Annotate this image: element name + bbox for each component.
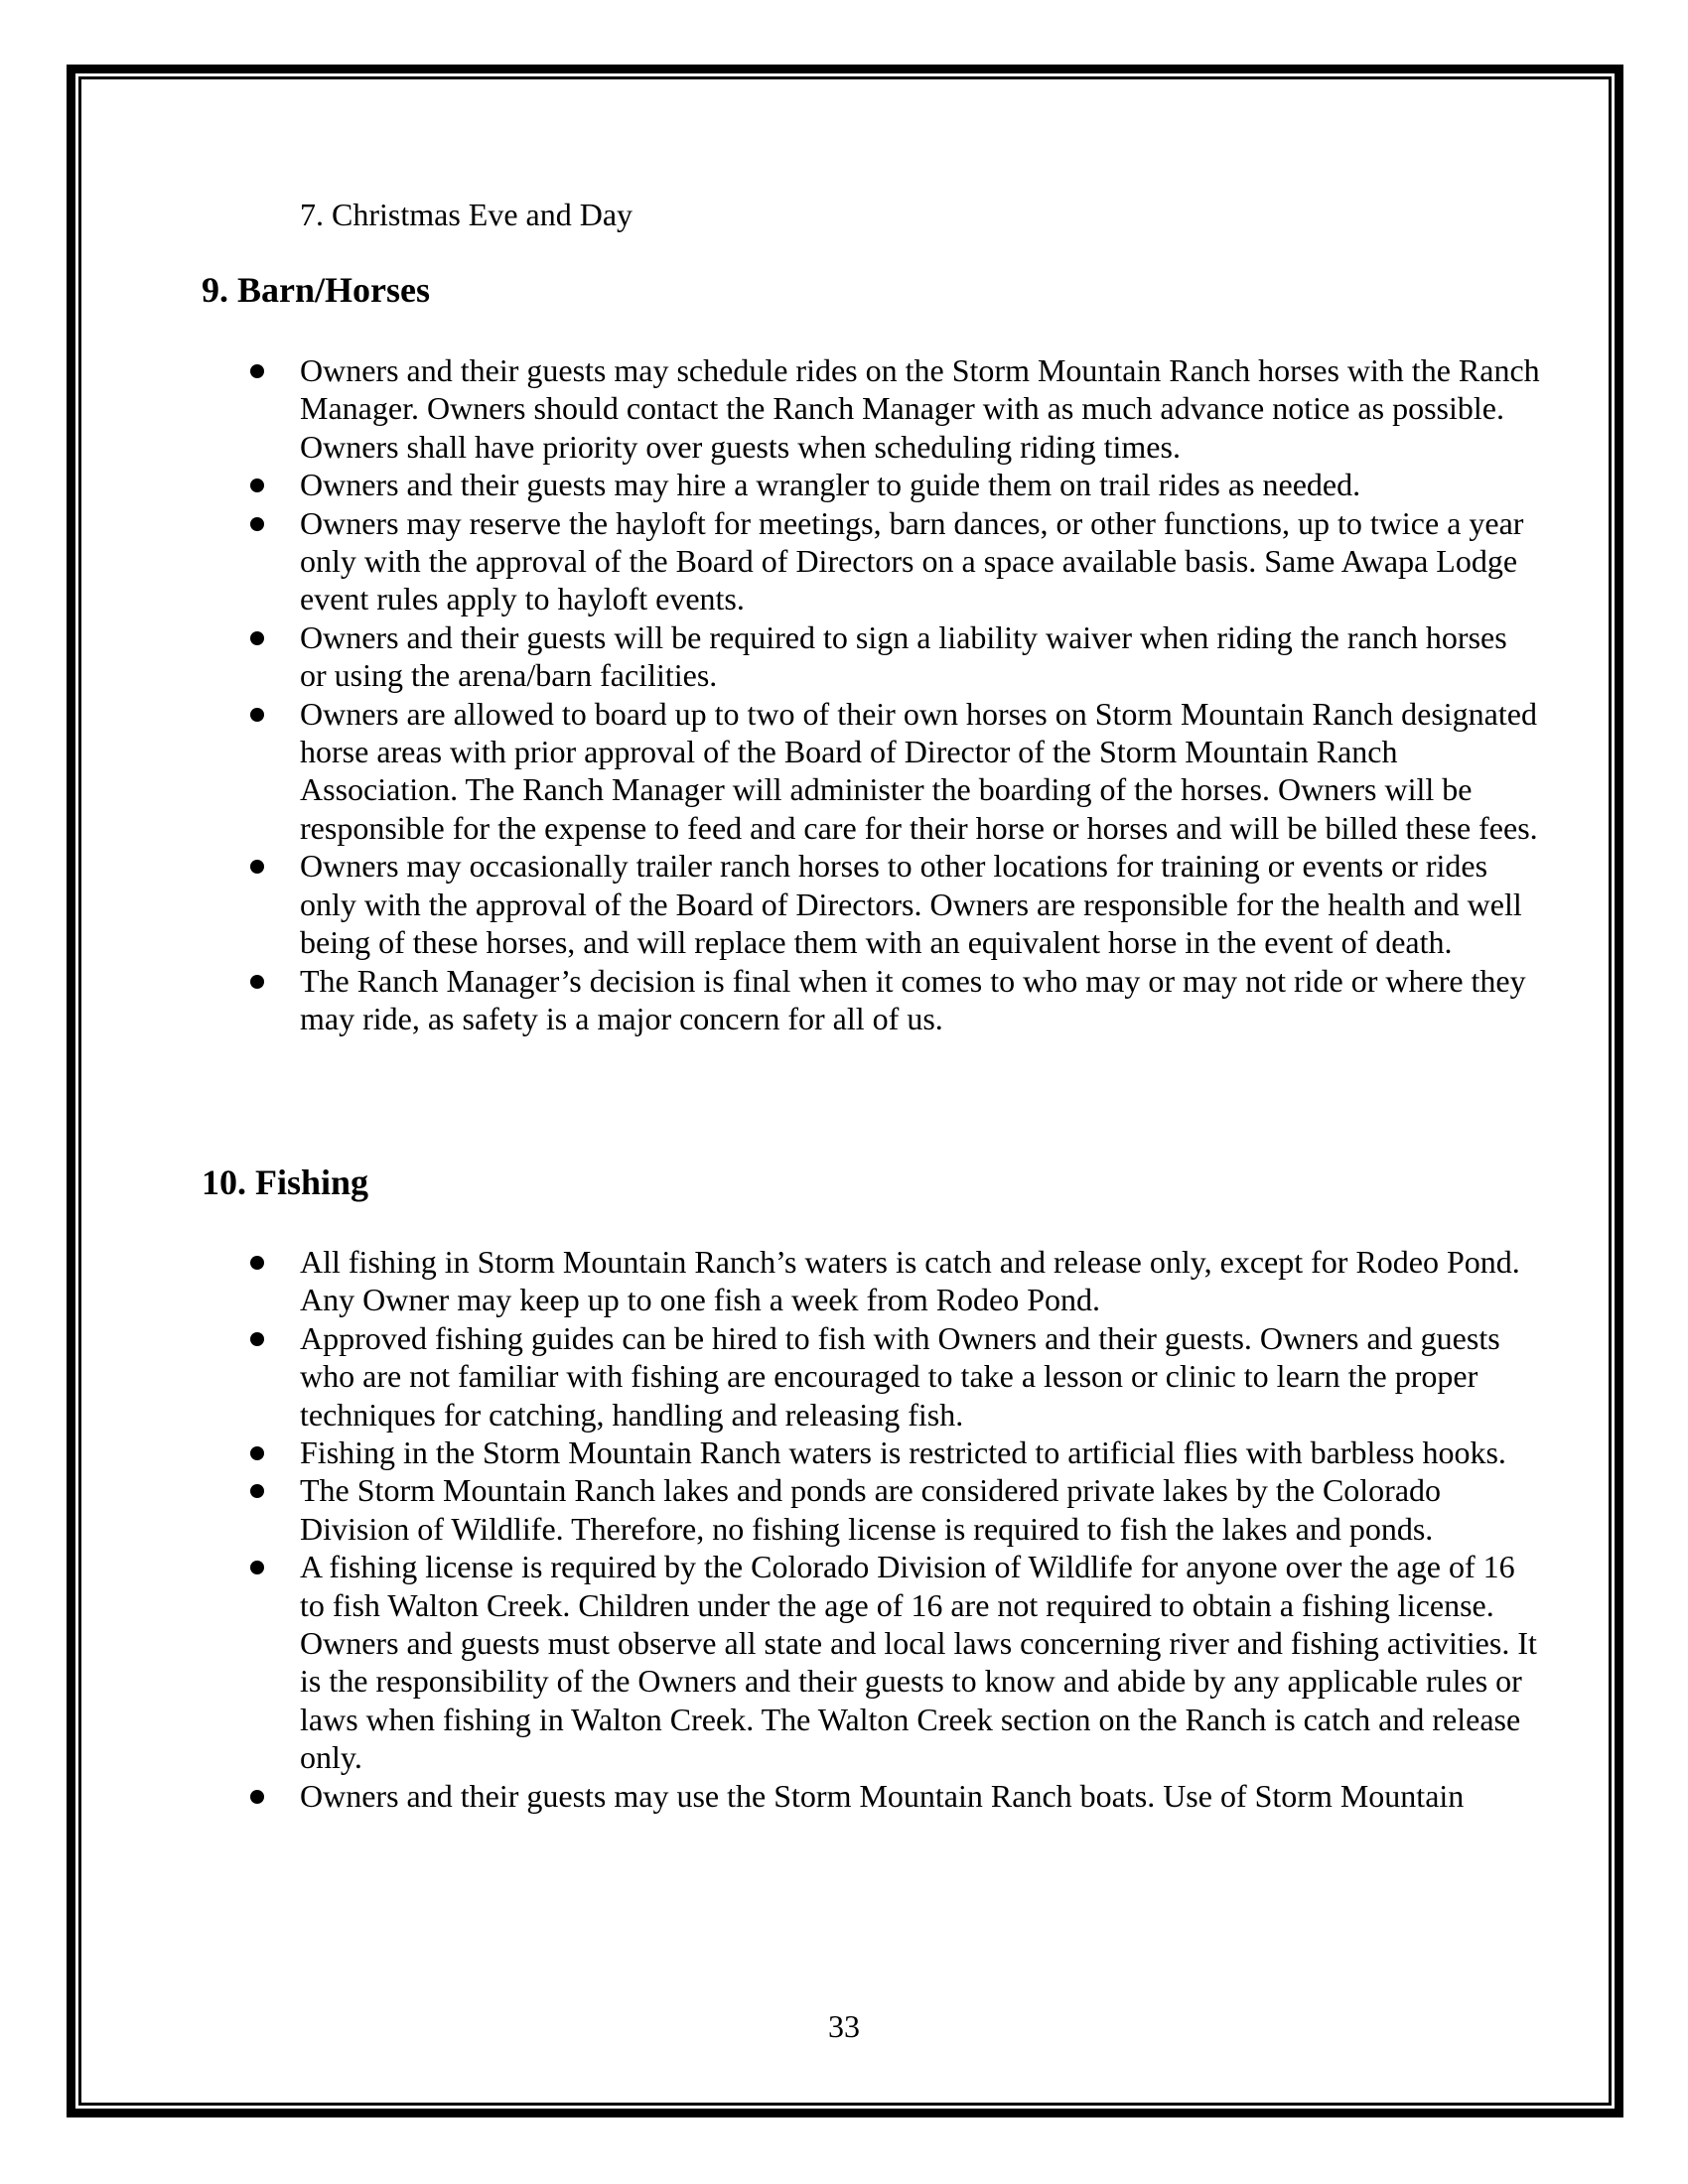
bullet-text: Owners may reserve the hayloft for meetings, barn dances, or other functions, up to twice a year only with the approval of the Board of Directors on a space available basis. Same Awapa Lodge event rules apply to hayloft events. xyxy=(300,504,1524,617)
list-item xyxy=(248,1319,1541,1433)
bullet-text: All fishing in Storm Mountain Ranch’s waters is catch and release only, except for Rodeo Pond. Any Owner may keep up to one fish a week from Rodeo Pond. xyxy=(300,1244,1520,1318)
bullet-icon xyxy=(250,708,264,722)
section-heading-barn-horses: 9. Barn/Horses xyxy=(202,270,430,310)
list-item xyxy=(248,1471,1541,1548)
list-item xyxy=(248,466,1541,503)
list-item xyxy=(248,695,1541,848)
bullet-icon xyxy=(250,975,264,989)
bullet-icon xyxy=(250,860,264,874)
bullet-text: Fishing in the Storm Mountain Ranch waters is restricted to artificial flies with barbless hooks. xyxy=(300,1434,1506,1471)
bullet-text: Owners and their guests may use the Storm Mountain Ranch boats. Use of Storm Mountain xyxy=(300,1777,1465,1814)
list-item xyxy=(248,962,1541,1038)
bullet-icon xyxy=(250,364,264,378)
list-item xyxy=(248,351,1541,466)
bullet-text: Owners and their guests will be required to sign a liability waiver when riding the ranch horses or using the arena/barn facilities. xyxy=(300,618,1507,694)
list-item xyxy=(248,1243,1541,1319)
bullet-text: Owners and their guests may hire a wrangler to guide them on trail rides as needed. xyxy=(300,467,1361,503)
bullet-icon xyxy=(250,1332,264,1346)
bullet-text: Approved fishing guides can be hired to fish with Owners and their guests. Owners and guests who are not familiar with fishing are encouraged to take a lesson or clinic to learn the proper techniques for catching, handling and releasing fish. xyxy=(300,1319,1500,1433)
bullet-icon xyxy=(250,631,264,645)
bullet-text: The Ranch Manager’s decision is final when it comes to who may or may not ride or where they may ride, as safety is a major concern for all of us. xyxy=(300,962,1526,1036)
bullet-icon xyxy=(250,1790,264,1804)
list-item xyxy=(248,1433,1541,1471)
bullet-list-fishing xyxy=(248,1243,1559,1815)
section-heading-fishing: 10. Fishing xyxy=(202,1162,369,1202)
bullet-text: Owners are allowed to board up to two of their own horses on Storm Mountain Ranch designated horse areas with prior approval of the Board of Director of the Storm Mountain Ranch Association. The Ranch Manager will administer the boarding of the horses. Owners will be responsible for the expense to feed and care for their horse or horses and will be billed these fees. xyxy=(300,695,1538,846)
bullet-icon xyxy=(250,1446,264,1460)
numbered-list-item-christmas: 7. Christmas Eve and Day xyxy=(300,197,633,232)
bullet-icon xyxy=(250,478,264,492)
bullet-text: Owners and their guests may schedule rides on the Storm Mountain Ranch horses with the Ranch Manager. Owners should contact the Ranch Manager with as much advance notice as possible. Owners shall have priority over guests when scheduling riding times. xyxy=(300,352,1540,465)
bullet-icon xyxy=(250,1484,264,1498)
bullet-text: Owners may occasionally trailer ranch horses to other locations for training or events or rides only with the approval of the Board of Directors. Owners are responsible for the health and well being of these horses, and will replace them with an equivalent horse in the event of death. xyxy=(300,848,1522,961)
bullet-list-barn-horses xyxy=(248,351,1559,1037)
list-item xyxy=(248,1548,1541,1776)
bullet-icon xyxy=(250,517,264,531)
list-item xyxy=(248,504,1541,618)
bullet-icon xyxy=(250,1561,264,1574)
list-item xyxy=(248,847,1541,961)
page-number: 33 xyxy=(828,2008,860,2044)
bullet-text: The Storm Mountain Ranch lakes and ponds are considered private lakes by the Colorado Division of Wildlife. Therefore, no fishing license is required to fish the lakes and ponds. xyxy=(300,1472,1442,1547)
list-item xyxy=(248,618,1541,695)
bullet-text: A fishing license is required by the Colorado Division of Wildlife for anyone over the age of 16 to fish Walton Creek. Children under the age of 16 are not required to obtain a fishing license. Owners and guests must observe all state and local laws concerning river and fishing activities. It is the responsibility of the Owners and their guests to know and abide by any applicable rules or laws when fishing in Walton Creek. The Walton Creek section on the Ranch is catch and release only. xyxy=(300,1549,1537,1776)
list-item xyxy=(248,1777,1541,1815)
bullet-icon xyxy=(250,1256,264,1270)
